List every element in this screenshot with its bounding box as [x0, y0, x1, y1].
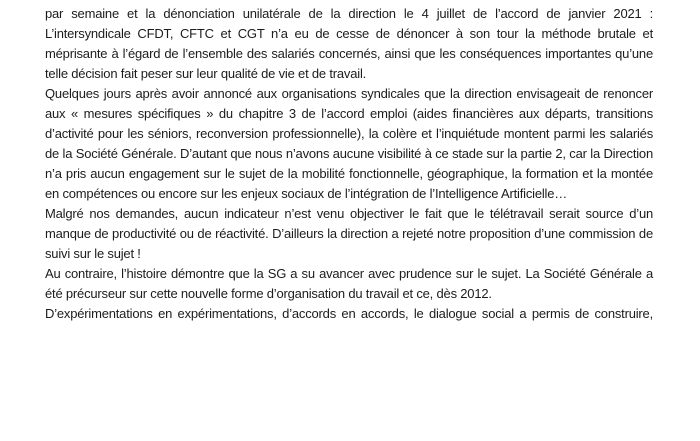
paragraph: Quelques jours après avoir annoncé aux organisations syndicales que la direction envisageait de renoncer aux « mesures spécifiques » du chapitre 3 de l’accord emploi (aides financières aux départs, transitions d’activité pour les séniors, reconversion professionnelle), la colère et l’inquiétude montent parmi les salariés de la Société Générale. D’autant que nous n’avons aucune visibilité à ce stade sur la partie 2, car la Direction n’a pris aucun engagement sur le sujet de la mobilité fonctionnelle, géographique, la formation et la montée en compétences ou encore sur les enjeux sociaux de l’intégration de l’Intelligence Artificielle…	[45, 86, 653, 201]
paragraph: Malgré nos demandes, aucun indicateur n’est venu objectiver le fait que le télétravail serait source d’un manque de productivité ou de réactivité. D’ailleurs la direction a rejeté notre proposition d’une commission de suivi sur le sujet !	[45, 206, 653, 261]
text-column	[45, 4, 653, 324]
paragraph-continued-from-previous-page: par semaine et la dénonciation unilatérale de la direction le 4 juillet de l’accord de janvier 2021 : L’intersyndicale CFDT, CFTC et CGT n’a eu de cesse de dénoncer à son tour la méthode brutale et méprisante à l’égard de l’ensemble des salariés concernés, ainsi que les conséquences importantes qu’une telle décision fait peser sur leur qualité de vie et de travail.	[45, 6, 653, 81]
paragraph: Au contraire, l’histoire démontre que la SG a su avancer avec prudence sur le sujet. La Société Générale a été précurseur sur cette nouvelle forme d’organisation du travail et ce, dès 2012.	[45, 266, 653, 301]
paragraph-clipped-at-bottom: D’expérimentations en expérimentations, d’accords en accords, le dialogue social a permis de construire,	[45, 306, 653, 321]
